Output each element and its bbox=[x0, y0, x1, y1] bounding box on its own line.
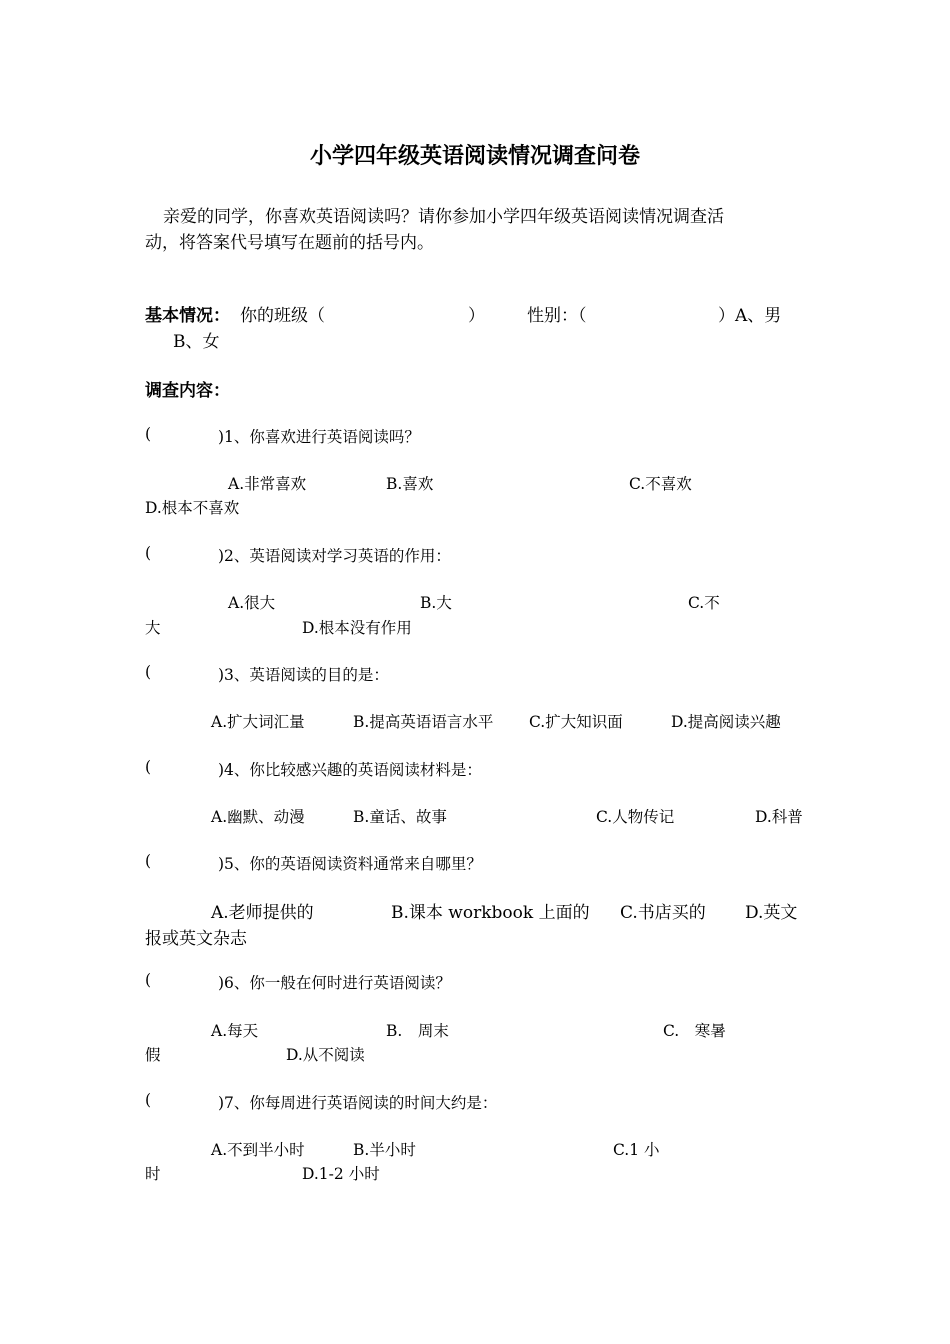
q3-option-c: C.扩大知识面 bbox=[529, 713, 623, 731]
q2-option-d: D.根本没有作用 bbox=[302, 619, 412, 637]
class-label: 你的班级（ bbox=[240, 306, 325, 326]
q5-option-b: B.课本 workbook 上面的 bbox=[391, 903, 590, 923]
q3-text: )3、英语阅读的目的是： bbox=[218, 666, 389, 684]
q7-option-c-start: C.1 小 bbox=[613, 1141, 660, 1159]
q4-option-b: B.童话、故事 bbox=[353, 808, 447, 826]
q4-option-d: D.科普 bbox=[755, 808, 803, 826]
q6-option-c-end: 假 bbox=[145, 1046, 161, 1064]
q6-paren: ( bbox=[145, 971, 152, 989]
q1-paren: ( bbox=[145, 425, 152, 443]
q4-paren: ( bbox=[145, 758, 152, 776]
q7-option-b: B.半小时 bbox=[353, 1141, 416, 1159]
q7-option-d: D.1-2 小时 bbox=[302, 1165, 380, 1183]
q6-option-a: A.每天 bbox=[211, 1022, 259, 1040]
q7-text: )7、你每周进行英语阅读的时间大约是： bbox=[218, 1094, 498, 1112]
intro-line-1: 亲爱的同学，你喜欢英语阅读吗？请你参加小学四年级英语阅读情况调查活 bbox=[163, 207, 724, 227]
q2-option-c-end: 大 bbox=[145, 619, 161, 637]
q4-text: )4、你比较感兴趣的英语阅读材料是： bbox=[218, 761, 482, 779]
q3-option-b: B.提高英语语言水平 bbox=[353, 713, 494, 731]
q5-option-c: C.书店买的 bbox=[620, 903, 706, 923]
q1-option-d: D.根本不喜欢 bbox=[145, 499, 240, 517]
q2-option-a: A.很大 bbox=[228, 594, 276, 612]
q6-text: )6、你一般在何时进行英语阅读？ bbox=[218, 974, 451, 992]
q2-text: )2、英语阅读对学习英语的作用： bbox=[218, 547, 451, 565]
q2-paren: ( bbox=[145, 544, 152, 562]
q7-option-c-end: 时 bbox=[145, 1165, 161, 1183]
q4-option-c: C.人物传记 bbox=[596, 808, 675, 826]
q3-paren: ( bbox=[145, 663, 152, 681]
gender-option-b: B、女 bbox=[173, 332, 220, 352]
q2-option-c-start: C.不 bbox=[688, 594, 720, 612]
q5-option-d-start: D.英文 bbox=[745, 903, 798, 923]
gender-option-a: ）A、男 bbox=[718, 306, 782, 326]
q2-option-b: B.大 bbox=[420, 594, 452, 612]
basic-info-label: 基本情况： bbox=[145, 306, 230, 326]
page-title: 小学四年级英语阅读情况调查问卷 bbox=[309, 143, 640, 169]
q6-option-c-start: C. 寒暑 bbox=[663, 1022, 726, 1040]
q1-text: )1、你喜欢进行英语阅读吗？ bbox=[218, 428, 420, 446]
q4-option-a: A.幽默、动漫 bbox=[211, 808, 305, 826]
q1-option-c: C.不喜欢 bbox=[629, 475, 692, 493]
q5-text: )5、你的英语阅读资料通常来自哪里？ bbox=[218, 855, 482, 873]
q7-paren: ( bbox=[145, 1091, 152, 1109]
q7-option-a: A.不到半小时 bbox=[211, 1141, 305, 1159]
q1-option-b: B.喜欢 bbox=[386, 475, 434, 493]
gender-label: 性别：（ bbox=[527, 306, 587, 326]
class-close: ） bbox=[468, 306, 485, 326]
intro-line-2: 动，将答案代号填写在题前的括号内。 bbox=[145, 233, 434, 253]
q5-option-d-end: 报或英文杂志 bbox=[145, 929, 247, 949]
q3-option-d: D.提高阅读兴趣 bbox=[671, 713, 781, 731]
q3-option-a: A.扩大词汇量 bbox=[211, 713, 305, 731]
survey-heading: 调查内容： bbox=[145, 381, 230, 401]
q6-option-d: D.从不阅读 bbox=[286, 1046, 365, 1064]
q5-option-a: A.老师提供的 bbox=[211, 903, 314, 923]
q1-option-a: A.非常喜欢 bbox=[228, 475, 307, 493]
q6-option-b: B. 周末 bbox=[386, 1022, 449, 1040]
q5-paren: ( bbox=[145, 852, 152, 870]
